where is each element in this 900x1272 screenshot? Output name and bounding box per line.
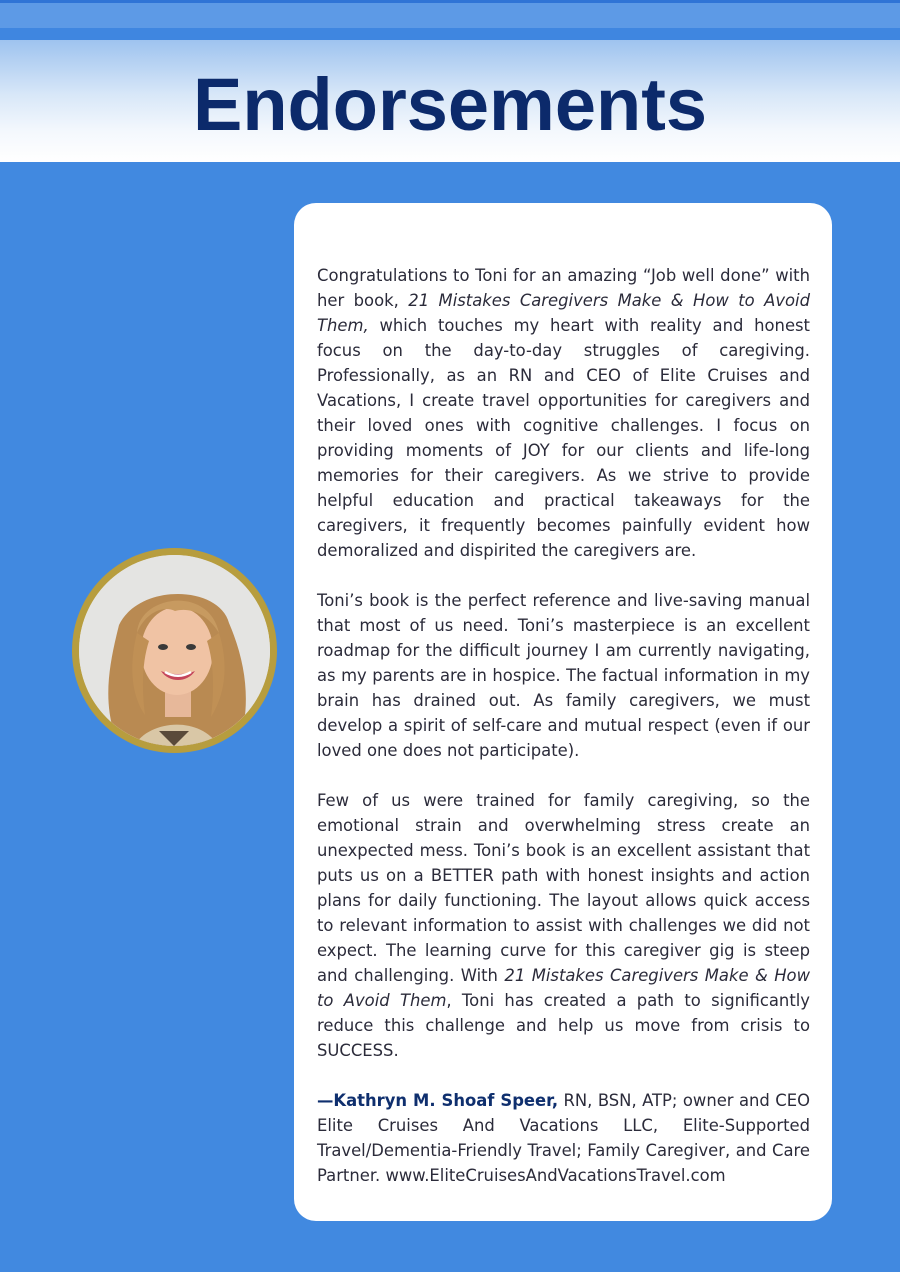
top-stripe (0, 0, 900, 40)
paragraph-3-text-b: , Toni has created a path to significantly reduce this challenge and help us move from crisis to SUCCESS. (317, 991, 810, 1060)
book-title: 21 Mistakes Caregivers Make & How to Avoid Them (317, 966, 810, 1010)
person-photo-icon (79, 555, 270, 746)
book-title: 21 Mistakes Caregivers Make & How to Avoid Them, (317, 291, 811, 335)
paragraph-3-text-a: Few of us were trained for family caregiving, so the emotional strain and overwhelming stress create an unexpected mess. Toni’s book is an excellent assistant that puts us on a BETTER path with honest insights and action plans for daily functioning. The layout allows quick access to relevant information to assist with challenges we did not expect. The learning curve for this caregiver gig is steep and challenging. With (317, 791, 810, 985)
endorsement-paragraph-1 (317, 263, 810, 563)
endorsement-paragraph-3 (317, 788, 810, 1063)
signature-name: —Kathryn M. Shoaf Speer, (317, 1091, 559, 1110)
paragraph-1-text-a: Congratulations to Toni for an amazing “Job well done” with her book, (317, 266, 810, 310)
page-title: Endorsements (192, 63, 708, 146)
page-header (0, 40, 900, 162)
endorsement-signature (317, 1088, 810, 1188)
endorsement-text (317, 263, 810, 1188)
endorser-portrait (72, 548, 277, 753)
signature-credentials: RN, BSN, ATP; owner and CEO Elite Cruises And Vacations LLC, Elite-Supported Travel/Dementia-Friendly Travel; Family Caregiver, and Care Partner. www.EliteCruisesAndVacationsTravel.com (317, 1091, 810, 1185)
endorsement-paragraph-2: Toni’s book is the perfect reference and live-saving manual that most of us need. Toni’s masterpiece is an excellent roadmap for the difficult journey I am currently navigating, as my parents are in hospice. The factual information in my brain has drained out. As family caregivers, we must develop a spirit of self-care and mutual respect (even if our loved one does not participate). (317, 591, 810, 760)
paragraph-1-text-b: which touches my heart with reality and honest focus on the day-to-day struggles of caregiving. Professionally, as an RN and CEO of Elite Cruises and Vacations, I create travel opportunities for caregivers and their loved ones with cognitive challenges. I focus on providing moments of JOY for our clients and life-long memories for their caregivers. As we strive to provide helpful education and practical takeaways for the caregivers, it frequently becomes painfully evident how demoralized and dispirited the caregivers are. (317, 316, 810, 560)
endorsement-card (294, 203, 832, 1221)
